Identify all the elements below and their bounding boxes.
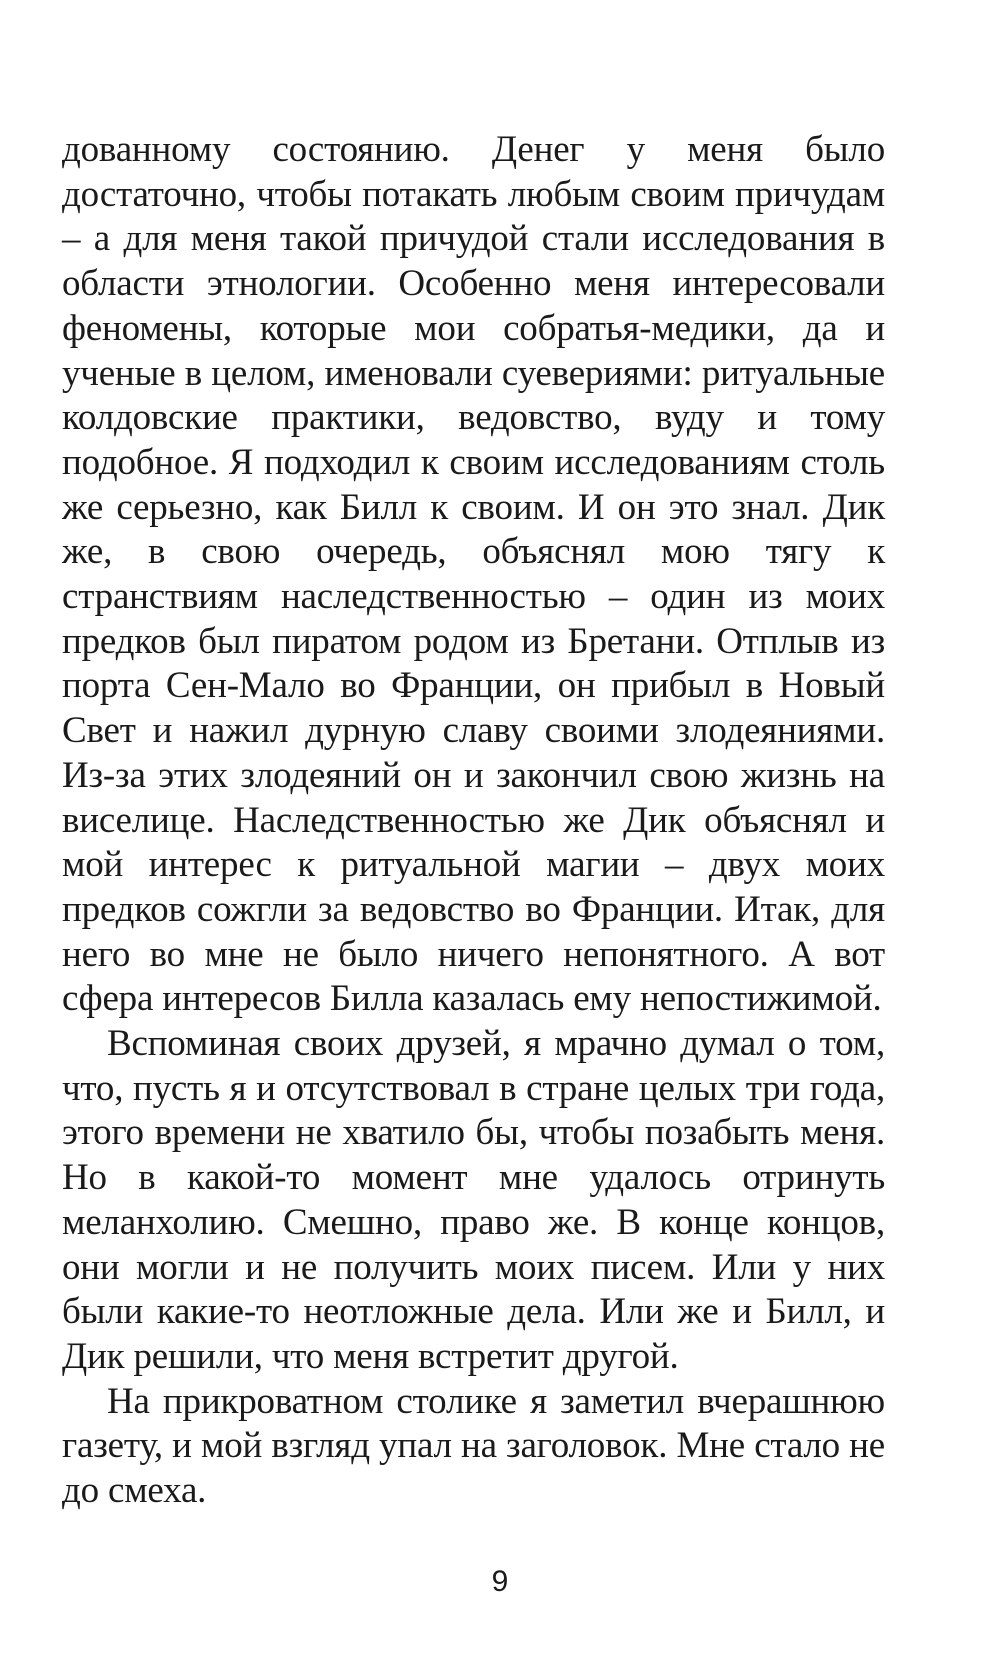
page-number: 9 xyxy=(491,1565,509,1598)
body-text xyxy=(62,128,885,1514)
paragraph-3: На прикроватном столике я заметил вчерашнюю газету, и мой взгляд упал на заголовок. Мне стало не до смеха. xyxy=(62,1380,885,1512)
paragraph-1: дованному состоянию. Денег у меня было достаточно, чтобы потакать любым своим причудам – а для меня такой причудой стали исследования в области этнологии. Особенно меня интересовали феномены, которые мои собратья-медики, да и ученые в целом, именовали суевериями: ритуальные колдовские практики, ведовство, вуду и тому подобное. Я подходил к своим исследованиям столь же серьезно, как Билл к своим. И он это знал. Дик же, в свою очередь, объяснял мою тягу к странствиям наследственностью – один из моих предков был пиратом родом из Бретани. Отплыв из порта Сен-Мало во Франции, он прибыл в Новый Свет и нажил дурную славу своими злодеяниями. Из-за этих злодеяний он и закончил свою жизнь на виселице. Наследственностью же Дик объяснял и мой интерес к ритуальной магии – двух моих предков сожгли за ведовство во Франции. Итак, для него во мне не было ничего непонятного. А вот сфера интересов Билла казалась ему непостижимой. xyxy=(62,129,885,1020)
paragraph-2: Вспоминая своих друзей, я мрачно думал о том, что, пусть я и отсутствовал в стране целых три года, этого времени не хватило бы, чтобы позабыть меня. Но в какой-то момент мне удалось отринуть меланхолию. Смешно, право же. В конце концов, они могли и не получить моих писем. Или у них были какие-то неотложные дела. Или же и Билл, и Дик решили, что меня встретит другой. xyxy=(62,1023,885,1377)
